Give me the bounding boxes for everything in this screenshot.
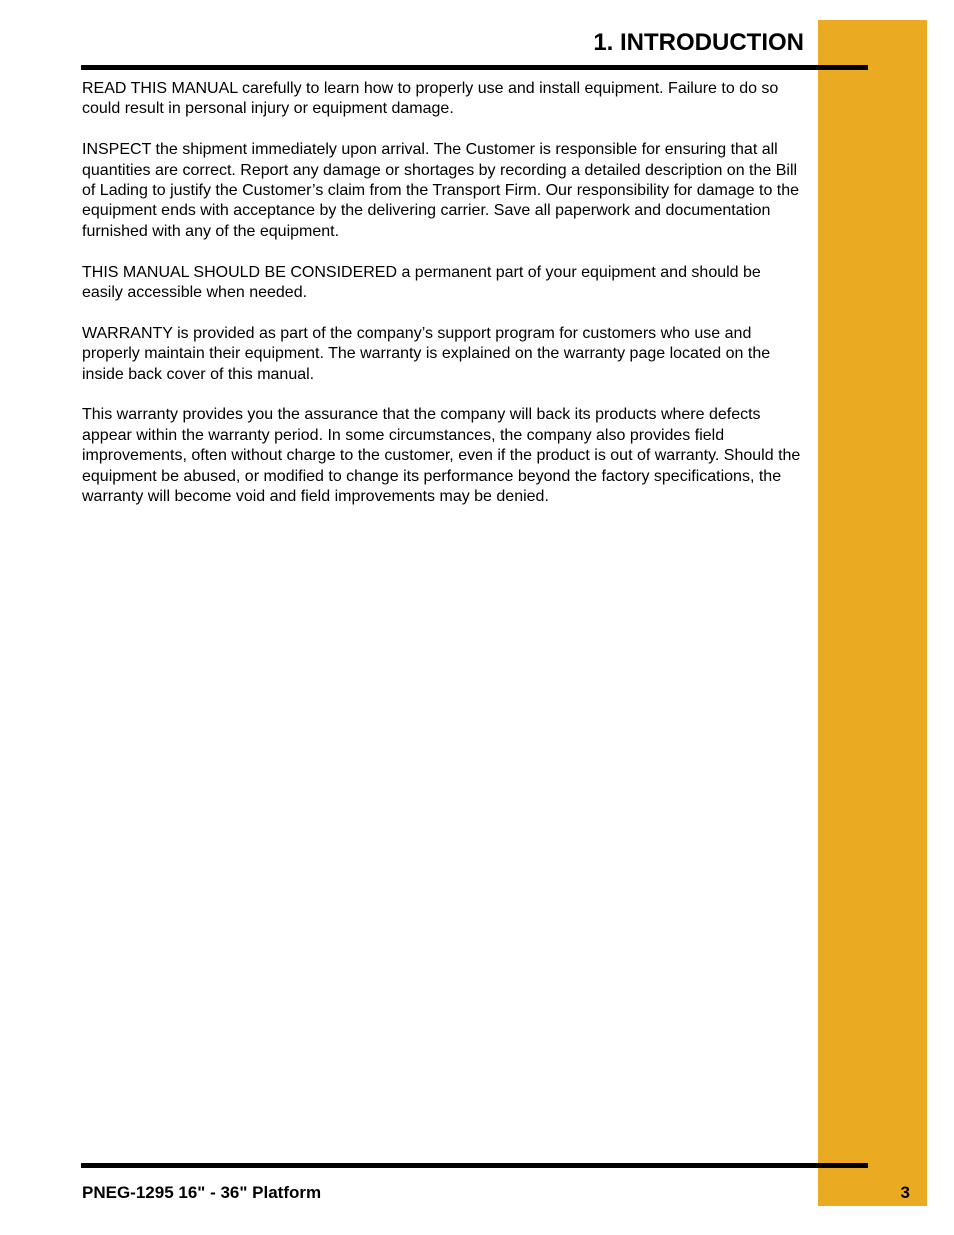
paragraph-warranty-assurance: This warranty provides you the assurance that the company will back its products where defects appear within the warranty period. In some circumstances, the company also provides field improvements, often without charge to the customer, even if the product is out of warranty. Should the equipment be abused, or modified to change its performance beyond the factory specifications, the warranty will become void and field improvements may be denied. [82,406,801,506]
side-tab-bar [818,20,927,1206]
footer-rule [81,1163,868,1168]
paragraph-inspect-shipment: INSPECT the shipment immediately upon arrival. The Customer is responsible for ensuring that all quantities are correct. Report any damage or shortages by recording a detailed description on the Bill of Lading to justify the Customer’s claim from the Transport Firm. Our responsibility for damage to the equipment ends with acceptance by the delivering carrier. Save all paperwork and documentation furnished with any of the equipment. [82,141,800,240]
paragraph-warranty: WARRANTY is provided as part of the company’s support program for customers who use and properly maintain their equipment. The warranty is explained on the warranty page located on the inside back cover of this manual. [82,324,771,383]
paragraph-read-manual: READ THIS MANUAL carefully to learn how to properly use and install equipment. Failure to do so could result in personal injury or equipment damage. [82,80,779,118]
body-text [82,79,804,528]
page-number: 3 [900,1183,910,1202]
footer-document-title: PNEG-1295 16" - 36" Platform [82,1183,322,1202]
paragraph-manual-permanent: THIS MANUAL SHOULD BE CONSIDERED a permanent part of your equipment and should be easily accessible when needed. [82,263,761,302]
section-title: 1. INTRODUCTION [593,29,804,56]
header-rule [81,65,868,70]
